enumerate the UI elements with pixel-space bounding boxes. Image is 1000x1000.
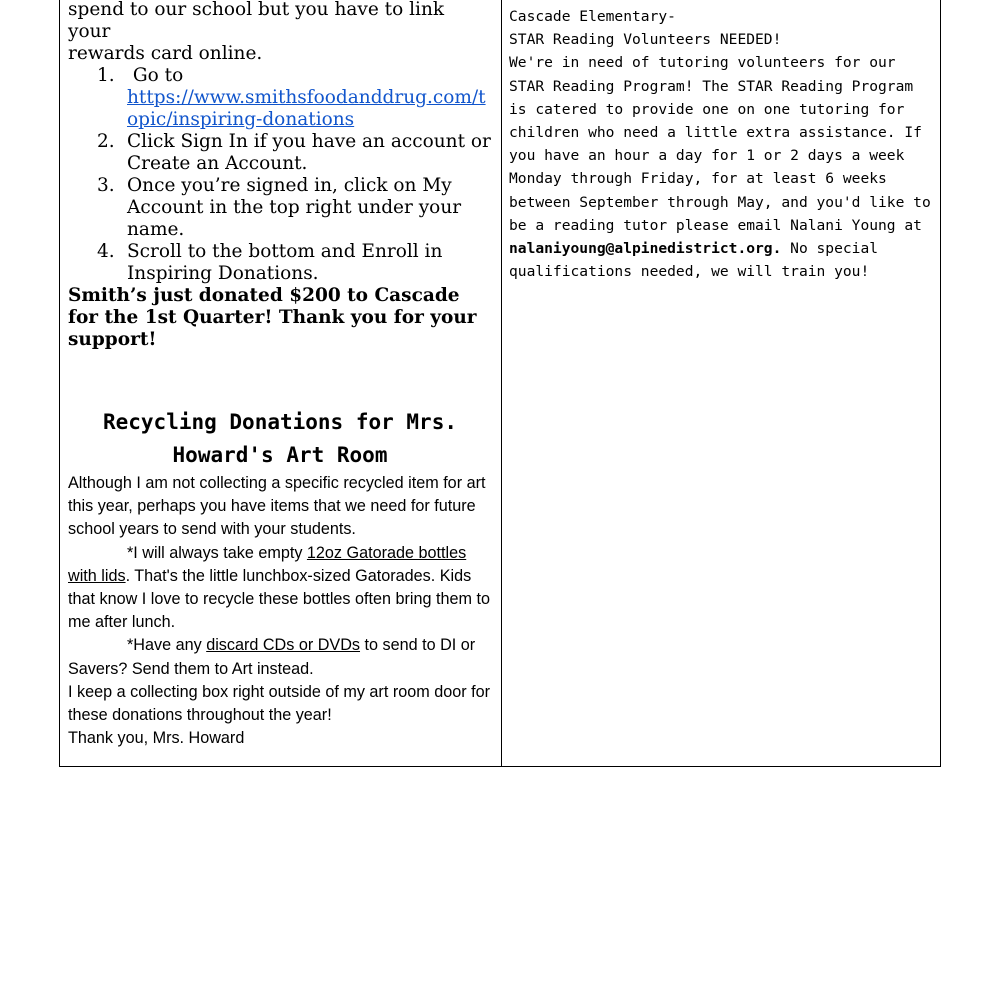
right-column <box>509 5 937 283</box>
smiths-thanks: Smith’s just donated $200 to Cascade for the 1st Quarter! Thank you for your support! <box>68 285 477 350</box>
smiths-steps-list <box>68 65 492 285</box>
left-column <box>68 0 492 750</box>
column-divider <box>501 0 502 766</box>
step-text: Scroll to the bottom and Enroll in Inspiring Donations. <box>127 241 443 284</box>
cd-text-underlined: discard CDs or DVDs <box>206 636 361 655</box>
cd-text-pre: *Have any <box>127 636 207 655</box>
step-item <box>68 241 492 285</box>
star-body-text: We're in need of tutoring volunteers for our STAR Reading Program! The STAR Reading Program is catered to provide one on one tutoring for children who need a little extra assistance. If you have an hour a day for 1 or 2 days a week Monday through Friday, for at least 6 weeks between September through May, and you'd like to be a reading tutor please email Nalani Young at <box>509 54 931 234</box>
gatorade-text-underlined: 12oz Gatorade bottles with lids <box>68 543 467 585</box>
step-text: Click Sign In if you have an account or Create an Account. <box>127 131 491 174</box>
step-number: 1. <box>97 65 115 86</box>
cd-paragraph <box>68 634 492 680</box>
gatorade-paragraph <box>68 542 492 635</box>
inspiring-donations-link[interactable]: https://www.smithsfoodanddrug.com/topic/inspiring-donations <box>127 87 486 130</box>
step-number: 4. <box>97 241 115 262</box>
step-item <box>68 65 492 131</box>
collecting-box-paragraph: I keep a collecting box right outside of my art room door for these donations throughout the year! <box>68 682 490 725</box>
gatorade-text-post: . That's the little lunchbox-sized Gatorades. Kids that know I love to recycle these bottles often bring them to me after lunch. <box>68 566 491 632</box>
newsletter-table <box>59 0 941 767</box>
smiths-intro <box>68 0 492 65</box>
step-item <box>68 131 492 175</box>
smiths-intro-line-1: spend to our school but you have to link your <box>68 0 445 42</box>
step-item <box>68 175 492 241</box>
smiths-intro-line-2: rewards card online. <box>68 43 263 64</box>
art-section-body <box>68 472 492 750</box>
art-section-title: Recycling Donations for Mrs. Howard's Art Room <box>102 410 457 467</box>
cd-text-post: to send to DI or Savers? Send them to Art instead. <box>68 636 476 678</box>
star-body <box>509 51 937 283</box>
step-text: Once you’re signed in, click on My Account in the top right under your name. <box>127 175 462 240</box>
star-contact-email[interactable]: nalaniyoung@alpinedistrict.org. <box>509 240 782 258</box>
art-signoff: Thank you, Mrs. Howard <box>68 729 245 748</box>
art-paragraph: Although I am not collecting a specific recycled item for art this year, perhaps you have items that we need for future school years to send with your students. <box>68 474 486 539</box>
gatorade-text-pre: *I will always take empty <box>127 543 307 562</box>
star-heading: STAR Reading Volunteers NEEDED! <box>509 31 782 49</box>
star-school-name: Cascade Elementary- <box>509 8 676 25</box>
step-text: Go to <box>127 65 184 86</box>
step-number: 2. <box>97 131 115 152</box>
star-body-closing: No special qualifications needed, we will train you! <box>509 240 879 281</box>
step-number: 3. <box>97 175 115 196</box>
